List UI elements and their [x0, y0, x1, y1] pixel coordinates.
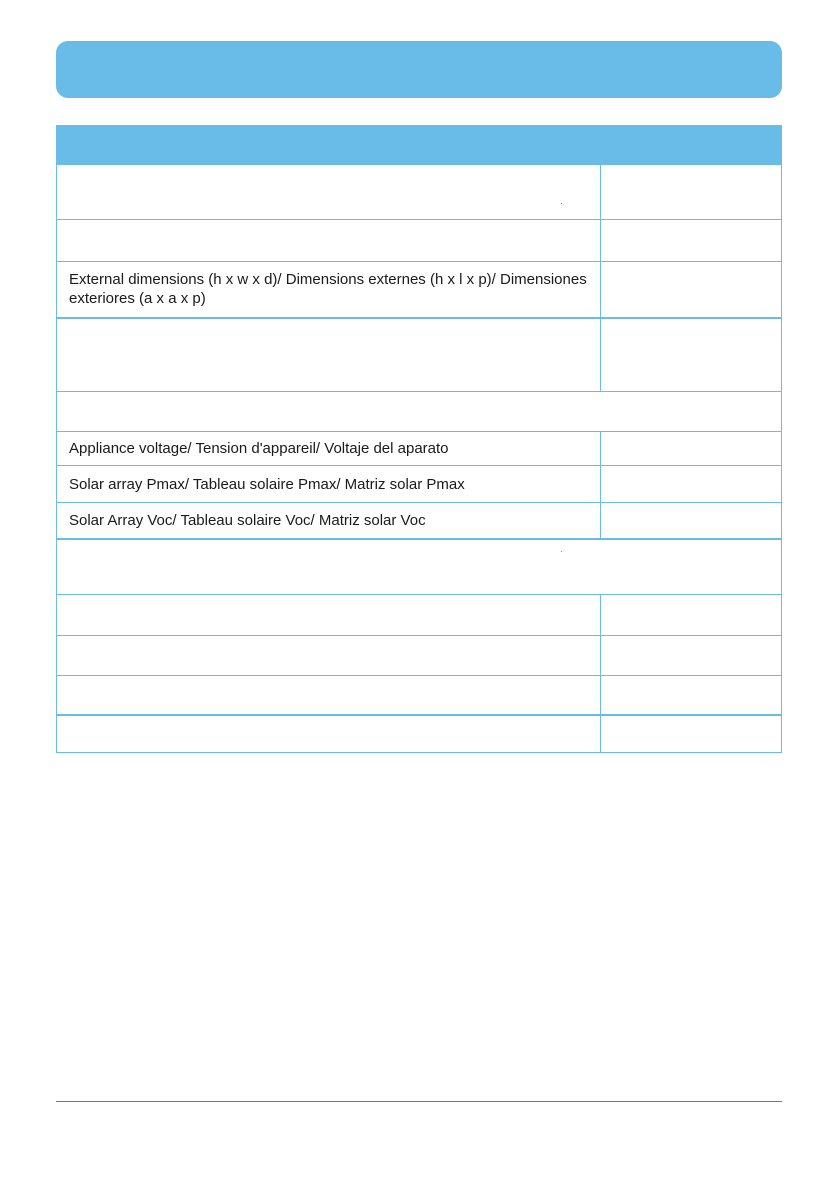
title-banner — [56, 41, 782, 98]
row-label — [57, 636, 601, 676]
row-value — [600, 318, 781, 392]
table-row — [57, 262, 782, 318]
table-row — [57, 432, 782, 466]
table-row — [57, 715, 782, 753]
footer-rule — [56, 1101, 782, 1102]
solar-pmax-label: Solar array Pmax/ Tableau solaire Pmax/ Matriz solar Pmax — [57, 466, 601, 503]
header-value-cell — [600, 126, 781, 165]
solar-voc-label: Solar Array Voc/ Tableau solaire Voc/ Matriz solar Voc — [57, 503, 601, 539]
external-dimensions-label: External dimensions (h x w x d)/ Dimensions externes (h x l x p)/ Dimensiones exteriores (a x a x p) — [57, 262, 601, 318]
table-row — [57, 503, 782, 539]
table-row — [57, 220, 782, 262]
row-label — [57, 676, 601, 715]
table-row — [57, 636, 782, 676]
section-row — [57, 392, 782, 432]
section-label — [57, 392, 782, 432]
table-row — [57, 165, 782, 220]
row-value — [600, 220, 781, 262]
row-value — [600, 503, 781, 539]
row-value — [600, 262, 781, 318]
row-label — [57, 595, 601, 636]
table-row — [57, 676, 782, 715]
row-label — [57, 715, 601, 753]
table-header — [57, 126, 782, 165]
appliance-voltage-label: Appliance voltage/ Tension d'appareil/ Voltaje del aparato — [57, 432, 601, 466]
row-value — [600, 595, 781, 636]
section-label — [57, 539, 782, 595]
row-label — [57, 318, 601, 392]
specifications-table — [56, 125, 782, 753]
row-label — [57, 220, 601, 262]
stray-mark — [561, 551, 562, 552]
row-value — [600, 715, 781, 753]
row-value — [600, 676, 781, 715]
row-value — [600, 432, 781, 466]
row-value — [600, 636, 781, 676]
row-label — [57, 165, 601, 220]
header-label-cell — [57, 126, 601, 165]
row-value — [600, 165, 781, 220]
table-row — [57, 466, 782, 503]
table-row — [57, 318, 782, 392]
row-value — [600, 466, 781, 503]
table-row — [57, 595, 782, 636]
stray-mark — [561, 203, 562, 204]
section-row — [57, 539, 782, 595]
